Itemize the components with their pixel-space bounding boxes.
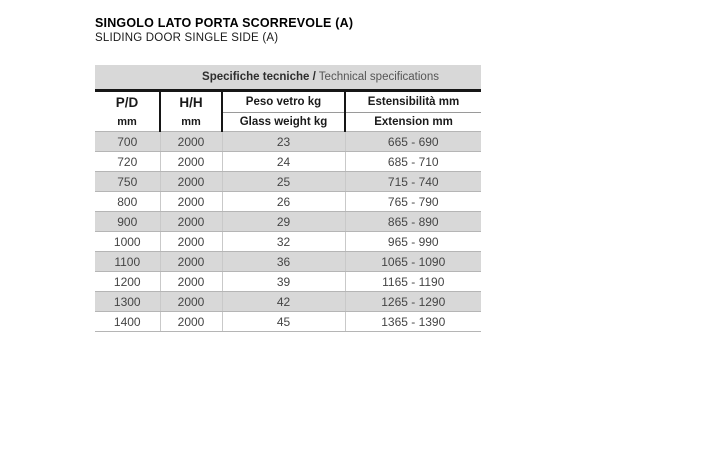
table-cell: 1165 - 1190 [345, 272, 481, 292]
table-cell: 23 [222, 132, 345, 152]
column-header-extension-it: Estensibilità mm [345, 91, 481, 113]
table-cell: 2000 [160, 212, 222, 232]
table-cell: 42 [222, 292, 345, 312]
table-cell: 2000 [160, 272, 222, 292]
table-cell: 45 [222, 312, 345, 332]
table-cell: 2000 [160, 312, 222, 332]
table-row [95, 232, 481, 252]
table-cell: 700 [95, 132, 160, 152]
table-cell: 1100 [95, 252, 160, 272]
table-row [95, 312, 481, 332]
banner-label-english: Technical specifications [318, 71, 439, 83]
table-cell: 39 [222, 272, 345, 292]
table-cell: 2000 [160, 172, 222, 192]
banner-label-italian: Specifiche tecniche / [202, 71, 316, 83]
table-cell: 2000 [160, 132, 222, 152]
table-row [95, 192, 481, 212]
table-cell: 665 - 690 [345, 132, 481, 152]
table-row [95, 212, 481, 232]
table-cell: 1200 [95, 272, 160, 292]
table-cell: 685 - 710 [345, 152, 481, 172]
table-cell: 32 [222, 232, 345, 252]
page-subtitle: SLIDING DOOR SINGLE SIDE (A) [95, 32, 279, 44]
table-row [95, 132, 481, 152]
table-row [95, 272, 481, 292]
column-header-row-primary [95, 91, 481, 113]
table-cell: 1400 [95, 312, 160, 332]
spec-table-body [95, 132, 481, 332]
column-header-glass-weight-en: Glass weight kg [222, 113, 345, 132]
table-cell: 2000 [160, 192, 222, 212]
table-cell: 750 [95, 172, 160, 192]
column-header-hh: H/H [160, 91, 222, 113]
spec-table [95, 65, 481, 332]
table-cell: 2000 [160, 292, 222, 312]
column-header-extension-en: Extension mm [345, 113, 481, 132]
table-row [95, 252, 481, 272]
table-banner-row [95, 65, 481, 91]
column-header-pd: P/D [95, 91, 160, 113]
table-cell: 965 - 990 [345, 232, 481, 252]
table-cell: 765 - 790 [345, 192, 481, 212]
page-title: SINGOLO LATO PORTA SCORREVOLE (A) [95, 16, 354, 30]
column-header-glass-weight-it: Peso vetro kg [222, 91, 345, 113]
table-cell: 1065 - 1090 [345, 252, 481, 272]
table-row [95, 292, 481, 312]
table-cell: 900 [95, 212, 160, 232]
table-cell: 1300 [95, 292, 160, 312]
table-row [95, 152, 481, 172]
table-cell: 1000 [95, 232, 160, 252]
table-banner [95, 65, 481, 91]
title-block [95, 16, 353, 45]
table-cell: 1365 - 1390 [345, 312, 481, 332]
table-cell: 25 [222, 172, 345, 192]
table-row [95, 172, 481, 192]
table-cell: 2000 [160, 152, 222, 172]
table-cell: 36 [222, 252, 345, 272]
table-cell: 2000 [160, 252, 222, 272]
table-cell: 1265 - 1290 [345, 292, 481, 312]
table-cell: 800 [95, 192, 160, 212]
spec-table-header [95, 65, 481, 132]
table-cell: 29 [222, 212, 345, 232]
table-cell: 715 - 740 [345, 172, 481, 192]
table-cell: 865 - 890 [345, 212, 481, 232]
table-cell: 24 [222, 152, 345, 172]
table-cell: 26 [222, 192, 345, 212]
table-cell: 2000 [160, 232, 222, 252]
column-unit-pd: mm [95, 113, 160, 132]
column-header-row-secondary [95, 113, 481, 132]
table-cell: 720 [95, 152, 160, 172]
column-unit-hh: mm [160, 113, 222, 132]
